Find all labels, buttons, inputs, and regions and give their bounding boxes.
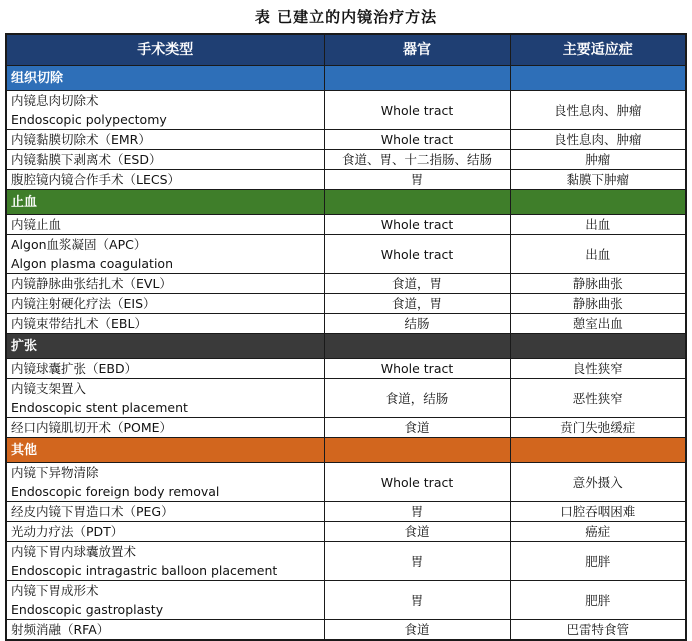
procedure-cell bbox=[6, 274, 324, 294]
indication-cell: 肥胖 bbox=[510, 581, 686, 620]
procedure-name: 经皮内镜下胃造口术（PEG） bbox=[11, 504, 174, 519]
organ-cell: 食道，胃 bbox=[324, 274, 510, 294]
category-fill bbox=[324, 438, 510, 463]
category-row bbox=[6, 438, 686, 463]
organ-cell: 食道 bbox=[324, 418, 510, 438]
table-row bbox=[6, 150, 686, 170]
procedure-cell bbox=[6, 359, 324, 379]
table-row bbox=[6, 522, 686, 542]
organ-cell: 食道 bbox=[324, 620, 510, 641]
procedure-cell bbox=[6, 235, 324, 274]
indication-cell: 巴雷特食管 bbox=[510, 620, 686, 641]
indication-cell: 肥胖 bbox=[510, 542, 686, 581]
table-row bbox=[6, 620, 686, 641]
procedure-cell bbox=[6, 215, 324, 235]
procedure-name-en: Algon plasma coagulation bbox=[11, 256, 174, 271]
procedure-name: 内镜下胃成形术 bbox=[11, 583, 99, 598]
procedure-cell bbox=[6, 463, 324, 502]
procedure-cell bbox=[6, 170, 324, 190]
category-fill bbox=[510, 334, 686, 359]
indication-cell: 意外摄入 bbox=[510, 463, 686, 502]
procedure-cell bbox=[6, 502, 324, 522]
indication-cell: 良性息肉、肿瘤 bbox=[510, 130, 686, 150]
category-row bbox=[6, 66, 686, 91]
table-row bbox=[6, 215, 686, 235]
header-row bbox=[6, 34, 686, 66]
procedure-name: 内镜黏膜切除术（EMR） bbox=[11, 132, 151, 147]
procedure-name: 内镜球囊扩张（EBD） bbox=[11, 361, 138, 376]
procedure-cell bbox=[6, 91, 324, 130]
category-label: 止血 bbox=[6, 190, 324, 215]
procedure-name: 射频消融（RFA） bbox=[11, 622, 110, 637]
procedure-name: 内镜息肉切除术 bbox=[11, 93, 99, 108]
category-fill bbox=[510, 190, 686, 215]
procedure-name-en: Endoscopic foreign body removal bbox=[11, 484, 220, 499]
indication-cell: 口腔吞咽困难 bbox=[510, 502, 686, 522]
procedure-name-en: Endoscopic gastroplasty bbox=[11, 602, 164, 617]
procedure-name-en: Endoscopic intragastric balloon placement bbox=[11, 563, 278, 578]
procedure-name: Algon血浆凝固（APC） bbox=[11, 237, 147, 252]
organ-cell: 结肠 bbox=[324, 314, 510, 334]
treatment-table bbox=[5, 33, 687, 641]
organ-cell: 食道，胃 bbox=[324, 294, 510, 314]
procedure-cell bbox=[6, 150, 324, 170]
table-row bbox=[6, 314, 686, 334]
indication-cell: 肿瘤 bbox=[510, 150, 686, 170]
table-body bbox=[6, 66, 686, 641]
procedure-name: 内镜下异物清除 bbox=[11, 465, 99, 480]
header-indication: 主要适应症 bbox=[510, 34, 686, 66]
procedure-name: 内镜束带结扎术（EBL） bbox=[11, 316, 147, 331]
indication-cell: 良性息肉、肿瘤 bbox=[510, 91, 686, 130]
organ-cell: 食道、胃、十二指肠、结肠 bbox=[324, 150, 510, 170]
organ-cell: 胃 bbox=[324, 581, 510, 620]
procedure-name: 内镜下胃内球囊放置术 bbox=[11, 544, 137, 559]
header-organ: 器官 bbox=[324, 34, 510, 66]
procedure-cell bbox=[6, 522, 324, 542]
procedure-name: 光动力疗法（PDT） bbox=[11, 524, 124, 539]
category-label: 组织切除 bbox=[6, 66, 324, 91]
table-row bbox=[6, 463, 686, 502]
procedure-name: 内镜止血 bbox=[11, 217, 62, 232]
procedure-name-en: Endoscopic polypectomy bbox=[11, 112, 167, 127]
indication-cell: 癌症 bbox=[510, 522, 686, 542]
indication-cell: 静脉曲张 bbox=[510, 294, 686, 314]
organ-cell: Whole tract bbox=[324, 359, 510, 379]
indication-cell: 静脉曲张 bbox=[510, 274, 686, 294]
procedure-name: 内镜注射硬化疗法（EIS） bbox=[11, 296, 156, 311]
indication-cell: 恶性狭窄 bbox=[510, 379, 686, 418]
table-title: 表 已建立的内镜治疗方法 bbox=[254, 8, 438, 26]
organ-cell: Whole tract bbox=[324, 463, 510, 502]
table-row bbox=[6, 418, 686, 438]
organ-cell: 胃 bbox=[324, 170, 510, 190]
organ-cell: 食道，结肠 bbox=[324, 379, 510, 418]
organ-cell: 胃 bbox=[324, 542, 510, 581]
table-row bbox=[6, 130, 686, 150]
category-fill bbox=[324, 190, 510, 215]
table-row bbox=[6, 170, 686, 190]
procedure-cell bbox=[6, 581, 324, 620]
indication-cell: 良性狭窄 bbox=[510, 359, 686, 379]
table-row bbox=[6, 235, 686, 274]
table-row bbox=[6, 502, 686, 522]
category-row bbox=[6, 334, 686, 359]
procedure-cell bbox=[6, 620, 324, 641]
procedure-cell bbox=[6, 314, 324, 334]
indication-cell: 憩室出血 bbox=[510, 314, 686, 334]
category-fill bbox=[510, 438, 686, 463]
organ-cell: 胃 bbox=[324, 502, 510, 522]
table-row bbox=[6, 91, 686, 130]
category-row bbox=[6, 190, 686, 215]
table-row bbox=[6, 274, 686, 294]
procedure-name: 内镜静脉曲张结扎术（EVL） bbox=[11, 276, 172, 291]
organ-cell: Whole tract bbox=[324, 235, 510, 274]
table-row bbox=[6, 379, 686, 418]
table-row bbox=[6, 359, 686, 379]
header-procedure-type: 手术类型 bbox=[6, 34, 324, 66]
organ-cell: Whole tract bbox=[324, 91, 510, 130]
category-fill bbox=[510, 66, 686, 91]
organ-cell: Whole tract bbox=[324, 130, 510, 150]
procedure-cell bbox=[6, 130, 324, 150]
procedure-name: 腹腔镜内镜合作手术（LECS） bbox=[11, 172, 181, 187]
procedure-name: 内镜支架置入 bbox=[11, 381, 87, 396]
category-fill bbox=[324, 334, 510, 359]
procedure-cell bbox=[6, 542, 324, 581]
table-row bbox=[6, 581, 686, 620]
organ-cell: 食道 bbox=[324, 522, 510, 542]
table-row bbox=[6, 294, 686, 314]
indication-cell: 黏膜下肿瘤 bbox=[510, 170, 686, 190]
procedure-cell bbox=[6, 418, 324, 438]
organ-cell: Whole tract bbox=[324, 215, 510, 235]
table-row bbox=[6, 542, 686, 581]
indication-cell: 贲门失弛缓症 bbox=[510, 418, 686, 438]
procedure-cell bbox=[6, 294, 324, 314]
procedure-name: 经口内镜肌切开术（POME） bbox=[11, 420, 173, 435]
indication-cell: 出血 bbox=[510, 215, 686, 235]
procedure-cell bbox=[6, 379, 324, 418]
procedure-name-en: Endoscopic stent placement bbox=[11, 400, 188, 415]
category-label: 其他 bbox=[6, 438, 324, 463]
indication-cell: 出血 bbox=[510, 235, 686, 274]
procedure-name: 内镜黏膜下剥离术（ESD） bbox=[11, 152, 162, 167]
category-fill bbox=[324, 66, 510, 91]
category-label: 扩张 bbox=[6, 334, 324, 359]
